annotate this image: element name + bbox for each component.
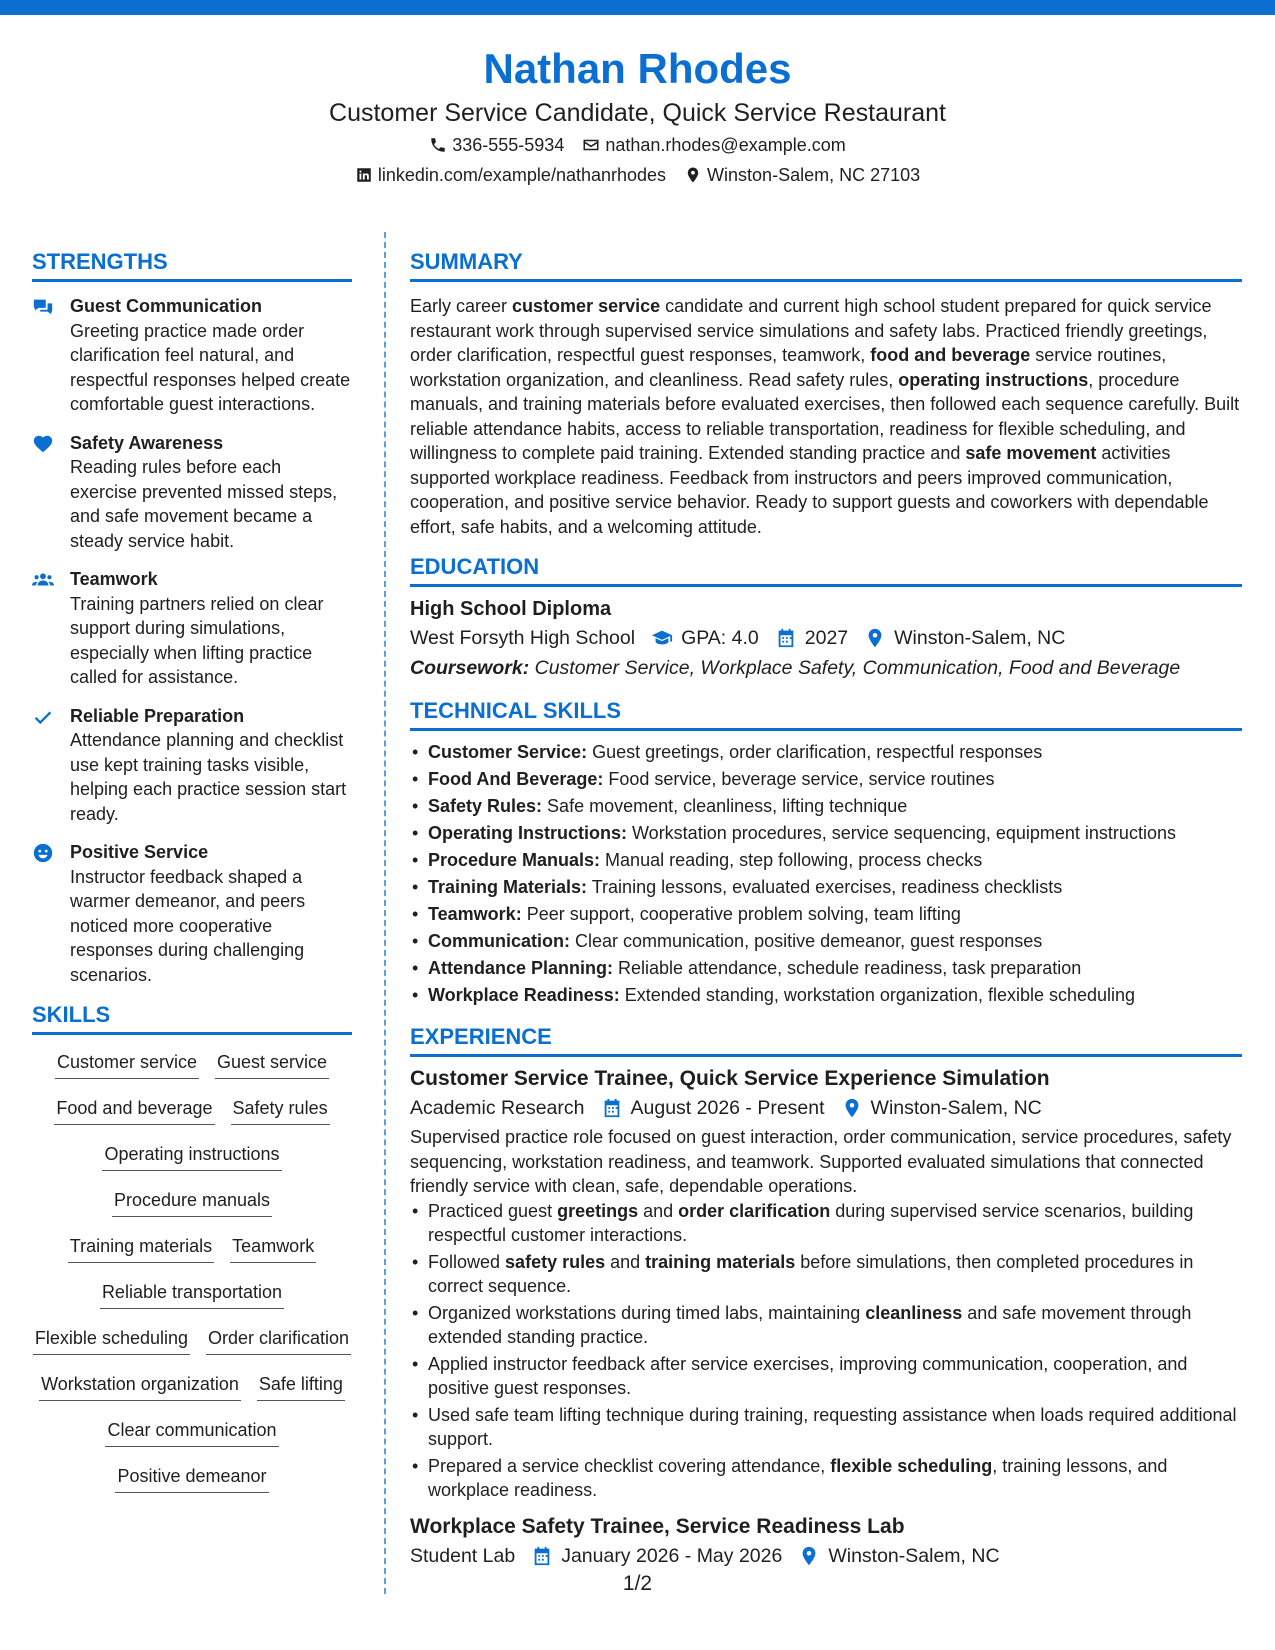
- text-span: Organized workstations during timed labs, maintaining: [428, 1302, 866, 1323]
- skill-value: Workstation procedures, service sequencing, equipment instructions: [627, 823, 1176, 843]
- skill-tag: Safe lifting: [257, 1371, 345, 1401]
- year-text: 2027: [804, 627, 849, 649]
- technical-skill-item: [410, 901, 1242, 928]
- skill-tag: Customer service: [55, 1049, 199, 1079]
- text-span: Followed: [428, 1251, 506, 1272]
- technical-skill-item: [410, 739, 1242, 766]
- job-bullet: [410, 1454, 1242, 1503]
- education-heading: EDUCATION: [410, 553, 1242, 587]
- skill-value: Peer support, cooperative problem solving, team lifting: [521, 904, 961, 924]
- job-bullet: [410, 1403, 1242, 1452]
- location-text: Winston-Salem, NC: [870, 1097, 1042, 1119]
- check-icon: [32, 706, 54, 728]
- skill-label: Training Materials:: [428, 877, 588, 897]
- strength-title: Safety Awareness: [70, 432, 224, 453]
- phone-text: 336-555-5934: [452, 135, 565, 155]
- text-span: before simulations, then completed procedures in correct sequence.: [428, 1251, 1194, 1296]
- emphasis-text: customer service: [512, 296, 661, 316]
- strength-text: Attendance planning and checklist use kept training tasks visible, helping each practice session start ready.: [70, 730, 347, 824]
- strength-text: Training partners relied on clear support during simulations, especially when lifting practice called for assistance.: [70, 593, 324, 687]
- top-accent-bar: [0, 0, 1275, 15]
- strength-title: Teamwork: [70, 569, 158, 589]
- phone-icon: [429, 136, 447, 154]
- skill-value: Clear communication, positive demeanor, guest responses: [570, 931, 1043, 951]
- technical-skill-item: [410, 874, 1242, 901]
- emphasis-text: food and beverage: [870, 345, 1031, 365]
- contact-row-2: [0, 160, 1275, 190]
- skill-label: Food And Beverage:: [428, 769, 604, 789]
- location-pin-icon: [841, 1097, 863, 1119]
- linkedin-text: linkedin.com/example/nathanrhodes: [377, 165, 667, 185]
- job-bullet: [410, 1352, 1242, 1401]
- emphasis-text: safety rules: [505, 1251, 606, 1272]
- contact-linkedin[interactable]: [355, 160, 666, 190]
- degree-title: High School Diploma: [410, 598, 612, 620]
- contact-row-1: [0, 130, 1275, 160]
- job-description: Supervised practice role focused on guest interaction, order communication, service procedures, safety sequencing, workstation readiness, and teamwork. Supported evaluated simulations that connected friendly service with clean, safe, dependable operations.: [410, 1127, 1232, 1196]
- emphasis-text: cleanliness: [865, 1302, 963, 1323]
- job-bullet: [410, 1301, 1242, 1350]
- org-text: Student Lab: [410, 1544, 516, 1567]
- skill-label: Procedure Manuals:: [428, 850, 601, 870]
- dates-text: January 2026 - May 2026: [561, 1544, 783, 1567]
- emphasis-text: greetings: [557, 1200, 639, 1221]
- skill-value: Reliable attendance, schedule readiness, task preparation: [613, 958, 1082, 978]
- emphasis-text: safe movement: [965, 443, 1097, 463]
- skill-value: Training lessons, evaluated exercises, readiness checklists: [587, 877, 1063, 897]
- dates-text: August 2026 - Present: [630, 1097, 825, 1119]
- experience-heading: EXPERIENCE: [410, 1023, 1242, 1057]
- calendar-icon: [531, 1545, 553, 1567]
- users-icon: [32, 569, 54, 591]
- emphasis-text: operating instructions: [898, 369, 1089, 390]
- gpa-text: GPA: 4.0: [681, 627, 759, 649]
- location-text: Winston-Salem, NC 27103: [707, 165, 921, 185]
- skill-value: Food service, beverage service, service routines: [603, 769, 995, 789]
- skill-value: Extended standing, workstation organization, flexible scheduling: [619, 985, 1136, 1005]
- technical-skill-item: [410, 847, 1242, 874]
- technical-skills-heading: TECHNICAL SKILLS: [410, 697, 1242, 731]
- candidate-name: Nathan Rhodes: [483, 45, 792, 92]
- strengths-heading: STRENGTHS: [32, 248, 352, 282]
- linkedin-icon: [355, 166, 373, 184]
- page-number: 1/2: [622, 1572, 653, 1595]
- skill-tag: Food and beverage: [54, 1095, 214, 1125]
- location-pin-icon: [864, 627, 886, 649]
- skill-tag: Procedure manuals: [112, 1187, 272, 1217]
- text-span: Used safe team lifting technique during training, requesting assistance when loads required additional support.: [428, 1404, 1237, 1449]
- technical-skill-item: [410, 793, 1242, 820]
- text-span: service routines, workstation organization, and cleanliness. Read safety rules,: [410, 345, 1167, 390]
- school-location: [864, 623, 1065, 653]
- job-bullet: [410, 1199, 1242, 1248]
- left-column: [32, 248, 352, 1509]
- skill-value: Manual reading, step following, process checks: [600, 850, 983, 870]
- heart-icon: [32, 433, 54, 455]
- strength-title: Guest Communication: [70, 296, 263, 316]
- skills-list: [32, 1049, 352, 1509]
- text-span: activities supported workplace readiness. Feedback from instructors and peers improved communication, cooperation, and positive service behavior. Ready to support guests and coworkers with dependable effort, safe habits, and a welcoming attitude.: [410, 443, 1209, 537]
- strength-item: [32, 840, 352, 987]
- strength-item: [32, 567, 352, 690]
- skill-label: Operating Instructions:: [428, 823, 628, 843]
- emphasis-text: order clarification: [678, 1200, 831, 1221]
- job-org: [410, 1541, 515, 1571]
- school-name: [410, 623, 635, 653]
- contact-phone[interactable]: [429, 130, 564, 160]
- job-title: Customer Service Trainee, Quick Service Experience Simulation: [410, 1067, 1050, 1090]
- skill-label: Teamwork:: [428, 904, 522, 924]
- strength-text: Greeting practice made order clarification feel natural, and respectful responses helped create comfortable guest interactions.: [70, 320, 351, 414]
- job-entry: [410, 1065, 1242, 1503]
- job-meta: [410, 1541, 1242, 1571]
- resume-header: [0, 42, 1275, 190]
- text-span: , procedure manuals, and training materials before evaluated exercises, then followed each sequence carefully. Built reliable attendance habits, access to reliable transportation, readiness for flexible scheduling, and willingness to complete paid training. Extended standing practice and: [410, 369, 1240, 463]
- skill-tag: Guest service: [215, 1049, 329, 1079]
- emphasis-text: training materials: [645, 1251, 796, 1272]
- text-span: , training lessons, and workplace readiness.: [428, 1455, 1168, 1500]
- strength-item: [32, 704, 352, 827]
- job-entry: [410, 1513, 1242, 1571]
- skill-tag: Positive demeanor: [115, 1463, 268, 1493]
- chat-icon: [32, 296, 54, 318]
- job-dates: [601, 1093, 825, 1123]
- skill-tag: Operating instructions: [102, 1141, 281, 1171]
- email-icon: [582, 136, 600, 154]
- job-location: [798, 1541, 999, 1571]
- technical-skill-item: [410, 955, 1242, 982]
- skill-value: Guest greetings, order clarification, respectful responses: [587, 742, 1043, 762]
- education-meta: [410, 623, 1242, 653]
- technical-skill-item: [410, 982, 1242, 1009]
- text-span: Prepared a service checklist covering attendance,: [428, 1455, 831, 1476]
- coursework-label: Coursework:: [410, 657, 530, 679]
- right-column: [410, 248, 1242, 1571]
- school-text: West Forsyth High School: [410, 627, 636, 649]
- graduation-cap-icon: [651, 627, 673, 649]
- contact-location: [684, 160, 920, 190]
- job-org: [410, 1093, 585, 1123]
- skill-tag: Safety rules: [231, 1095, 330, 1125]
- text-span: candidate and current high school student prepared for quick service restaurant work through supervised service simulations and safety labs. Practiced friendly greetings, order clarification, respectful guest responses, teamwork,: [410, 296, 1212, 365]
- column-divider: [384, 232, 386, 1594]
- summary-heading: SUMMARY: [410, 248, 1242, 282]
- job-bullet: [410, 1250, 1242, 1299]
- text-span: Early career: [410, 296, 513, 316]
- strength-item: [32, 294, 352, 417]
- email-text: nathan.rhodes@example.com: [605, 135, 846, 155]
- skill-tag: Clear communication: [105, 1417, 278, 1447]
- job-meta: [410, 1093, 1242, 1123]
- smile-icon: [32, 842, 54, 864]
- text-span: during supervised service scenarios, building respectful customer interactions.: [428, 1200, 1194, 1245]
- skill-label: Attendance Planning:: [428, 958, 614, 978]
- skill-label: Workplace Readiness:: [428, 985, 620, 1005]
- location-text: Winston-Salem, NC: [894, 627, 1066, 649]
- technical-skill-item: [410, 766, 1242, 793]
- skill-label: Customer Service:: [428, 742, 588, 762]
- contact-email[interactable]: [582, 130, 845, 160]
- text-span: and: [605, 1251, 646, 1272]
- skill-tag: Workstation organization: [39, 1371, 241, 1401]
- technical-skills-list: [410, 739, 1242, 1009]
- candidate-subtitle: Customer Service Candidate, Quick Service Restaurant: [329, 99, 946, 127]
- coursework-text: Customer Service, Workplace Safety, Communication, Food and Beverage: [529, 657, 1181, 679]
- job-dates: [531, 1541, 782, 1571]
- location-text: Winston-Salem, NC: [828, 1544, 1000, 1567]
- summary-text: [410, 294, 1242, 539]
- strength-text: Reading rules before each exercise prevented missed steps, and safe movement became a steady service habit.: [70, 457, 338, 551]
- skill-tag: Training materials: [68, 1233, 214, 1263]
- text-span: and: [638, 1200, 679, 1221]
- skills-heading: SKILLS: [32, 1001, 352, 1035]
- technical-skill-item: [410, 928, 1242, 955]
- grad-year: [775, 623, 848, 653]
- org-text: Academic Research: [410, 1097, 585, 1119]
- strength-item: [32, 431, 352, 554]
- text-span: Practiced guest: [428, 1200, 558, 1221]
- gpa: [651, 623, 759, 653]
- technical-skill-item: [410, 820, 1242, 847]
- skill-tag: Teamwork: [230, 1233, 316, 1263]
- text-span: Applied instructor feedback after service exercises, improving communication, cooperation, and positive guest responses.: [428, 1353, 1188, 1398]
- skill-value: Safe movement, cleanliness, lifting technique: [542, 796, 908, 816]
- skill-label: Communication:: [428, 931, 570, 951]
- job-location: [841, 1093, 1042, 1123]
- calendar-icon: [775, 627, 797, 649]
- location-pin-icon: [684, 166, 702, 184]
- skill-tag: Flexible scheduling: [33, 1325, 190, 1355]
- strength-title: Reliable Preparation: [70, 705, 245, 726]
- skill-label: Safety Rules:: [428, 796, 543, 816]
- strength-title: Positive Service: [70, 842, 209, 862]
- skill-tag: Order clarification: [206, 1325, 351, 1355]
- location-pin-icon: [798, 1545, 820, 1567]
- emphasis-text: flexible scheduling: [830, 1455, 993, 1476]
- skill-tag: Reliable transportation: [100, 1279, 284, 1309]
- strength-text: Instructor feedback shaped a warmer demeanor, and peers noticed more cooperative responses during challenging scenarios.: [70, 866, 306, 985]
- text-span: and safe movement through extended standing practice.: [428, 1302, 1192, 1347]
- job-title: Workplace Safety Trainee, Service Readiness Lab: [410, 1514, 905, 1538]
- job-bullets: [410, 1199, 1242, 1503]
- calendar-icon: [601, 1097, 623, 1119]
- coursework: [410, 653, 1242, 683]
